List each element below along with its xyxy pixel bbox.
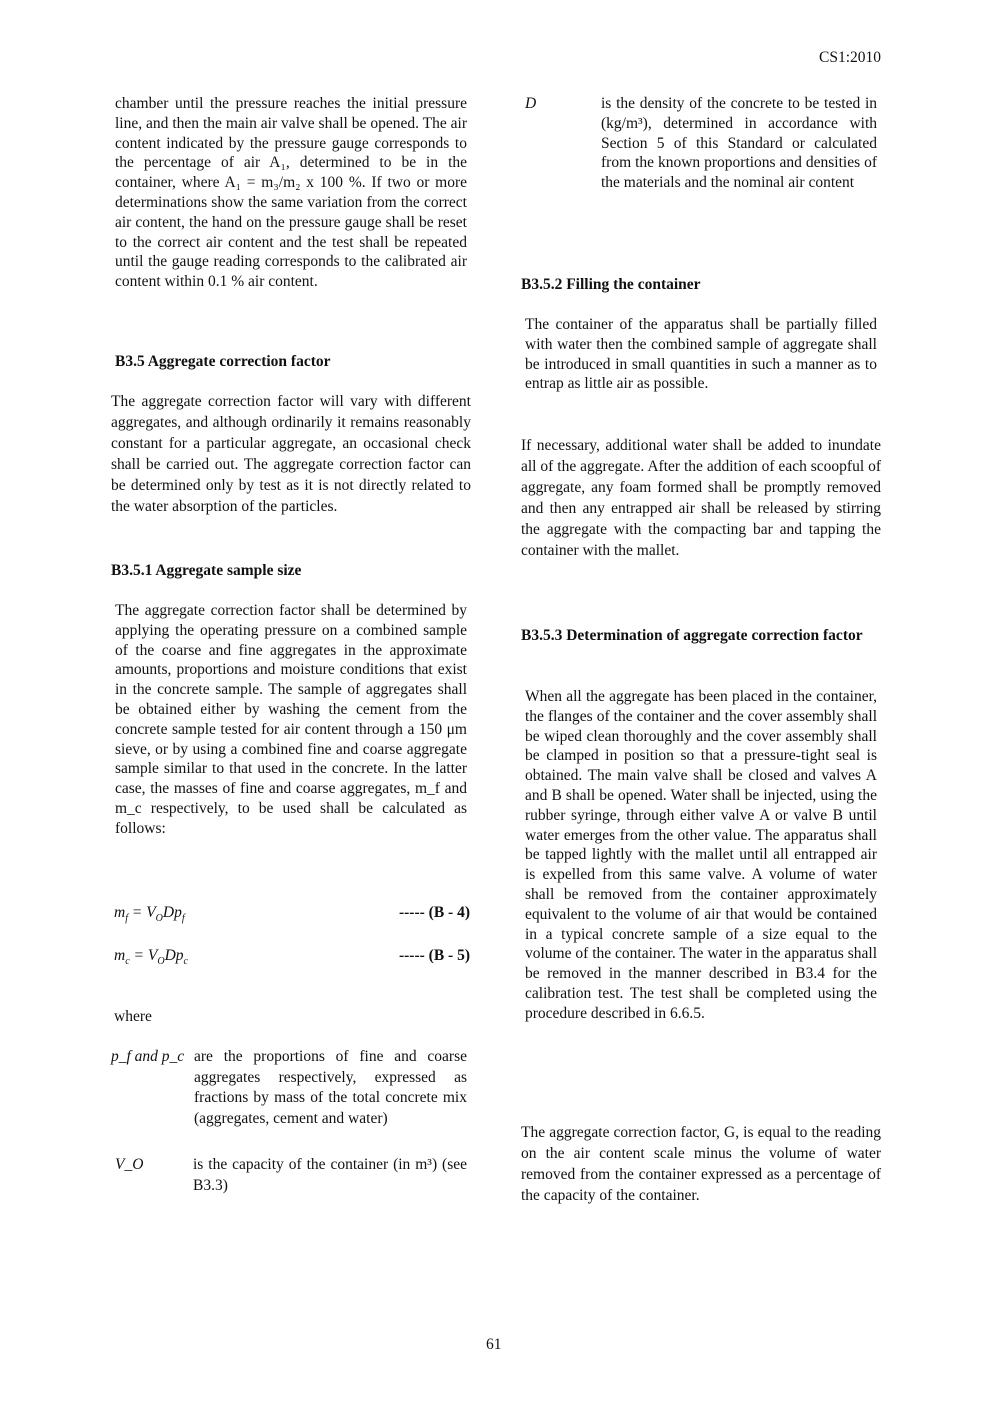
definition-v-text: is the capacity of the container (in m³) (see B3.3): [193, 1156, 467, 1194]
section-heading-b352: B3.5.2 Filling the container: [521, 276, 701, 293]
definition-p-symbol: p_f and p_c: [111, 1048, 185, 1065]
eq2-rhs: = V: [133, 947, 158, 964]
definition-v: [115, 1155, 467, 1196]
section-heading-b35: B3.5 Aggregate correction factor: [115, 353, 331, 370]
equation-b4: $m_f = V_ODp_f$ ----- (B - 4): [114, 904, 470, 925]
equation-b5: $m_c = V_ODp_c$ ----- (B - 5): [114, 947, 470, 968]
paragraph-b352-2: If necessary, additional water shall be added to inundate all of the aggregate. After the addition of each scoopful of aggregate, any foam formed shall be promptly removed and then any entrapped air shall be released by stirring the aggregate with the compacting bar and tapping the container with the mallet.: [521, 437, 881, 559]
definition-d-text: is the density of the concrete to be tested in (kg/m³), determined in accordance with Section 5 of this Standard or calculated from the known proportions and densities of the materials and the nominal air content: [601, 95, 877, 192]
definition-p-text: are the proportions of fine and coarse aggregates respectively, expressed as fractions by mass of the total concrete mix (aggregates, cement and water): [194, 1048, 467, 1127]
eq2-lhs: m: [114, 947, 126, 964]
definition-v-symbol: V_O: [115, 1156, 144, 1173]
where-label: where: [114, 1008, 152, 1025]
eq1-rhs: = V: [131, 904, 156, 921]
definition-d: [525, 94, 877, 193]
paragraph-continued: chamber until the pressure reaches the initial pressure line, and then the main air valve shall be opened. The air content indicated by the pressure gauge corresponds to the percentage of air A₁, determined to be in the container, where A₁ = m₃/m₂ x 100 %. If two or more determinations show the same variation from the correct air content, the hand on the pressure gauge shall be reset to the correct air content and the test shall be repeated until the gauge reading corresponds to the calibrated air content within 0.1 % air content.: [115, 95, 467, 291]
paragraph-b352-1: The container of the apparatus shall be partially filled with water then the combined sample of aggregate shall be introduced in small quantities in such a manner as to entrap as little air as possible.: [525, 316, 877, 393]
definition-d-symbol: D: [525, 95, 537, 112]
paragraph-b353-1: When all the aggregate has been placed in the container, the flanges of the container and the cover assembly shall be wiped clean thoroughly and the cover assembly shall be clamped in position so that a pressure-tight seal is obtained. The main valve shall be closed and valves A and B shall be opened. Water shall be injected, using the rubber syringe, through either valve A or valve B until water emerges from the other value. The apparatus shall be tapped lightly with the mallet until all entrapped air is expelled from this same valve. A volume of water shall be removed from the container approximately equivalent to the volume of air that would be contained in a typical concrete sample of a size equal to the volume of the container. The water in the apparatus shall be removed in the manner described in B3.4 for the calibration test. The test shall be completed using the procedure described in 6.6.5.: [525, 688, 877, 1022]
paragraph-b353-2: The aggregate correction factor, G, is equal to the reading on the air content scale minus the volume of water removed from the container expressed as a percentage of the capacity of the container.: [521, 1124, 881, 1204]
paragraph-b35: The aggregate correction factor will vary with different aggregates, and although ordinarily it remains reasonably constant for a particular aggregate, an occasional check shall be carried out. The aggregate correction factor can be determined only by test as it is not directly related to the water absorption of the particles.: [111, 393, 471, 515]
page-number: 61: [486, 1336, 502, 1353]
eq1-lhs: m: [114, 904, 126, 921]
paragraph-b351: The aggregate correction factor shall be determined by applying the operating pressure on a combined sample of the coarse and fine aggregates in the approximate amounts, proportions and moisture conditions that exist in the concrete sample. The sample of aggregates shall be obtained either by washing the cement from the concrete sample tested for air content through a 150 μm sieve, or by using a combined fine and coarse aggregate sample similar to that used in the concrete. In the latter case, the masses of fine and coarse aggregates, m_f and m_c respectively, to be used shall be calculated as follows:: [115, 602, 467, 837]
standard-code: CS1:2010: [818, 49, 881, 66]
eq1-ref: ----- (B - 4): [398, 904, 470, 921]
section-heading-b353: B3.5.3 Determination of aggregate correction factor: [521, 627, 863, 644]
section-heading-b351: B3.5.1 Aggregate sample size: [111, 562, 302, 579]
definition-p: [111, 1047, 467, 1129]
eq2-ref: ----- (B - 5): [398, 947, 470, 964]
